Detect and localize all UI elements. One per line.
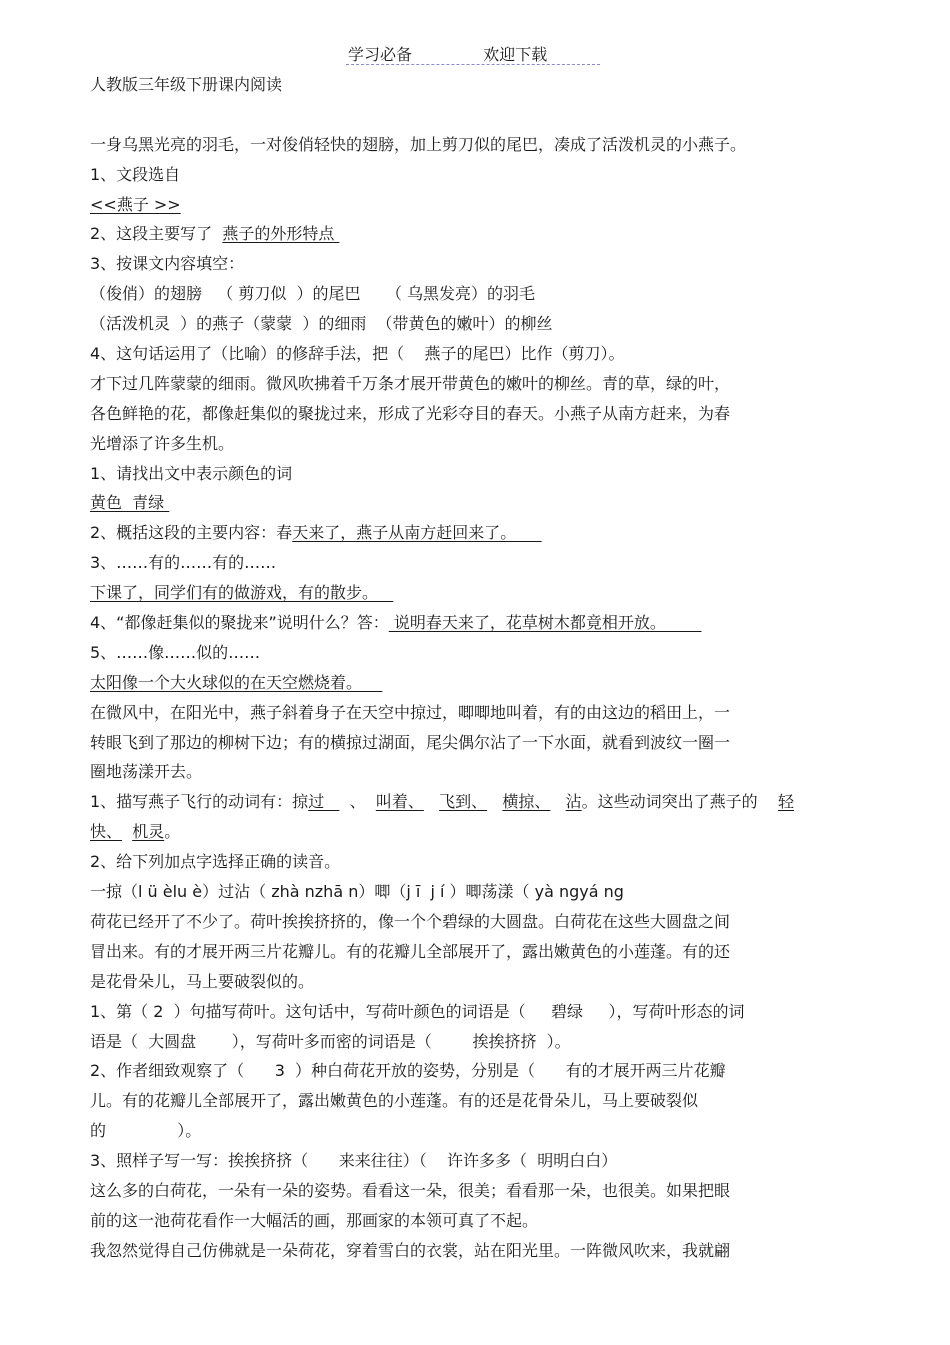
text-segment: 5、……像……似的……: [90, 642, 261, 662]
text-segment: 2、概括这段的主要内容：春: [90, 523, 293, 543]
text-line: [90, 1146, 870, 1176]
page-header: [348, 42, 547, 65]
answer-underlined: 沾: [565, 792, 582, 812]
text-segment: 2、给下列加点字选择正确的读音。: [90, 852, 341, 872]
text-line: [90, 429, 870, 459]
document-body: [90, 70, 870, 1266]
text-line: [90, 698, 870, 728]
text-line: [90, 937, 870, 967]
text-segment: 3、按课文内容填空：: [90, 254, 245, 274]
answer-underlined: 太阳像一个大火球似的在天空燃烧着。: [90, 672, 383, 692]
text-segment: 荷花已经开了不少了。荷叶挨挨挤挤的，像一个个碧绿的大圆盘。白荷花在这些大圆盘之间: [90, 911, 731, 931]
header-right-text: 欢迎下载: [483, 45, 548, 64]
text-segment: 。这些动词突出了燕子的: [581, 792, 779, 812]
answer-underlined: 机灵: [132, 822, 165, 842]
text-segment: 4、“都像赶集似的聚拢来”说明什么？答：: [90, 613, 389, 633]
text-line: [90, 967, 870, 997]
text-segment: 2、这段主要写了: [90, 224, 223, 244]
text-line: [90, 728, 870, 758]
text-segment: 。: [164, 822, 181, 842]
text-segment: 一身乌黑光亮的羽毛，一对俊俏轻快的翅膀，加上剪刀似的尾巴，凑成了活泼机灵的小燕子。: [90, 134, 747, 154]
answer-underlined: 快、: [90, 822, 123, 842]
text-line: [90, 70, 870, 100]
text-line: [90, 459, 870, 489]
text-line: [90, 548, 870, 578]
text-segment: 4、这句话运用了（比喻）的修辞手法，把（ 燕子的尾巴）比作（剪刀）。: [90, 344, 625, 364]
text-line: [90, 518, 870, 548]
header-left-text: 学习必备: [348, 45, 413, 64]
text-line: [90, 608, 870, 638]
text-segment: 转眼飞到了那边的柳树下边；有的横掠过湖面，尾尖偶尔沾了一下水面，就看到波纹一圈一: [90, 732, 731, 752]
answer-underlined: 下课了，同学们有的做游戏，有的散步。: [90, 583, 394, 603]
text-line: [90, 757, 870, 787]
answer-underlined: 燕子的外形特点: [222, 224, 340, 244]
text-line: [90, 130, 870, 160]
text-segment: （活泼机灵 ）的燕子（蒙蒙 ）的细雨 （带黄色的嫩叶）的柳丝: [90, 314, 553, 334]
text-segment: 前的这一池荷花看作一大幅活的画，那画家的本领可真了不起。: [90, 1210, 539, 1230]
text-segment: [487, 792, 502, 811]
text-line: [90, 1176, 870, 1206]
answer-underlined: <<燕子 >>: [90, 194, 181, 214]
text-segment: 1、描写燕子飞行的动词有：掠: [90, 792, 309, 812]
text-segment: 、: [339, 792, 376, 812]
text-line: [90, 369, 870, 399]
text-segment: （俊俏）的翅膀 （ 剪刀似 ）的尾巴 （ 乌黑发亮）的羽毛: [90, 284, 536, 304]
text-segment: 才下过几阵蒙蒙的细雨。微风吹拂着千万条才展开带黄色的嫩叶的柳丝。青的草，绿的叶，: [90, 373, 731, 393]
text-line: [90, 100, 870, 130]
text-line: [90, 1086, 870, 1116]
text-segment: 在微风中，在阳光中，燕子斜着身子在天空中掠过，唧唧地叫着，有的由这边的稻田上，一: [90, 702, 731, 722]
text-line: [90, 1206, 870, 1236]
text-segment: 冒出来。有的才展开两三片花瓣儿。有的花瓣儿全部展开了，露出嫩黄色的小莲蓬。有的还: [90, 941, 731, 961]
text-line: [90, 339, 870, 369]
text-segment: 圈地荡漾开去。: [90, 762, 203, 782]
text-segment: 各色鲜艳的花，都像赶集似的聚拢过来，形成了光彩夺目的春天。小燕子从南方赶来，为春: [90, 403, 731, 423]
text-line: [90, 578, 870, 608]
text-segment: [550, 792, 565, 811]
answer-underlined: 过: [308, 792, 340, 812]
text-segment: 人教版三年级下册课内阅读: [90, 75, 283, 94]
text-line: [90, 907, 870, 937]
header-divider: [346, 64, 600, 65]
text-segment: 光增添了许多生机。: [90, 433, 235, 453]
text-segment: 1、第（ 2 ）句描写荷叶。这句话中，写荷叶颜色的词语是（ 碧绿 ），写荷叶形态的词: [90, 1001, 745, 1021]
text-line: [90, 1027, 870, 1057]
text-line: [90, 817, 870, 847]
answer-underlined: 轻: [778, 792, 795, 812]
text-segment: 我忽然觉得自己仿佛就是一朵荷花，穿着雪白的衣裳，站在阳光里。一阵微风吹来，我就翩: [90, 1240, 731, 1260]
text-segment: 的 ）。: [90, 1121, 202, 1141]
text-segment: 儿。有的花瓣儿全部展开了，露出嫩黄色的小莲蓬。有的还是花骨朵儿，马上要破裂似: [90, 1091, 699, 1111]
text-segment: 一掠（l ü èlu è）过沾（ zhà nzhā n）唧（j ī j í ）唧荡漾（ yà ngyá ng: [90, 882, 624, 902]
text-segment: 1、文段选自: [90, 164, 181, 184]
text-segment: 2、作者细致观察了（ 3 ）种白荷花开放的姿势，分别是（ 有的才展开两三片花瓣: [90, 1061, 726, 1081]
text-line: [90, 309, 870, 339]
text-line: [90, 219, 870, 249]
text-line: [90, 279, 870, 309]
text-segment: 这么多的白荷花，一朵有一朵的姿势。看看这一朵，很美；看看那一朵，也很美。如果把眼: [90, 1180, 731, 1200]
text-line: [90, 1236, 870, 1266]
text-segment: 3、照样子写一写：挨挨挤挤（ 来来往往）（ 许许多多（ 明明白白）: [90, 1151, 618, 1171]
text-line: [90, 997, 870, 1027]
text-line: [90, 847, 870, 877]
text-line: [90, 668, 870, 698]
text-line: [90, 1056, 870, 1086]
text-segment: 语是（ 大圆盘 ），写荷叶多而密的词语是（ 挨挨挤挤 ）。: [90, 1031, 571, 1051]
text-line: [90, 638, 870, 668]
text-segment: 是花骨朵儿，马上要破裂似的。: [90, 971, 315, 991]
text-segment: [424, 792, 439, 811]
text-line: [90, 488, 870, 518]
text-line: [90, 160, 870, 190]
text-segment: 3、……有的……有的……: [90, 553, 277, 573]
text-line: [90, 190, 870, 220]
text-line: [90, 877, 870, 907]
text-line: [90, 1116, 870, 1146]
text-line: [90, 399, 870, 429]
answer-underlined: 叫着、: [375, 792, 424, 812]
answer-underlined: 天来了，燕子从南方赶回来了。: [292, 523, 542, 543]
answer-underlined: 说明春天来了，花草树木都竟相开放。: [388, 613, 702, 633]
text-segment: [122, 822, 132, 841]
answer-underlined: 黄色 青绿: [90, 493, 170, 513]
answer-underlined: 飞到、: [439, 792, 488, 812]
answer-underlined: 横掠、: [502, 792, 551, 812]
text-line: [90, 787, 870, 817]
text-line: [90, 249, 870, 279]
text-segment: 1、请找出文中表示颜色的词: [90, 463, 293, 483]
